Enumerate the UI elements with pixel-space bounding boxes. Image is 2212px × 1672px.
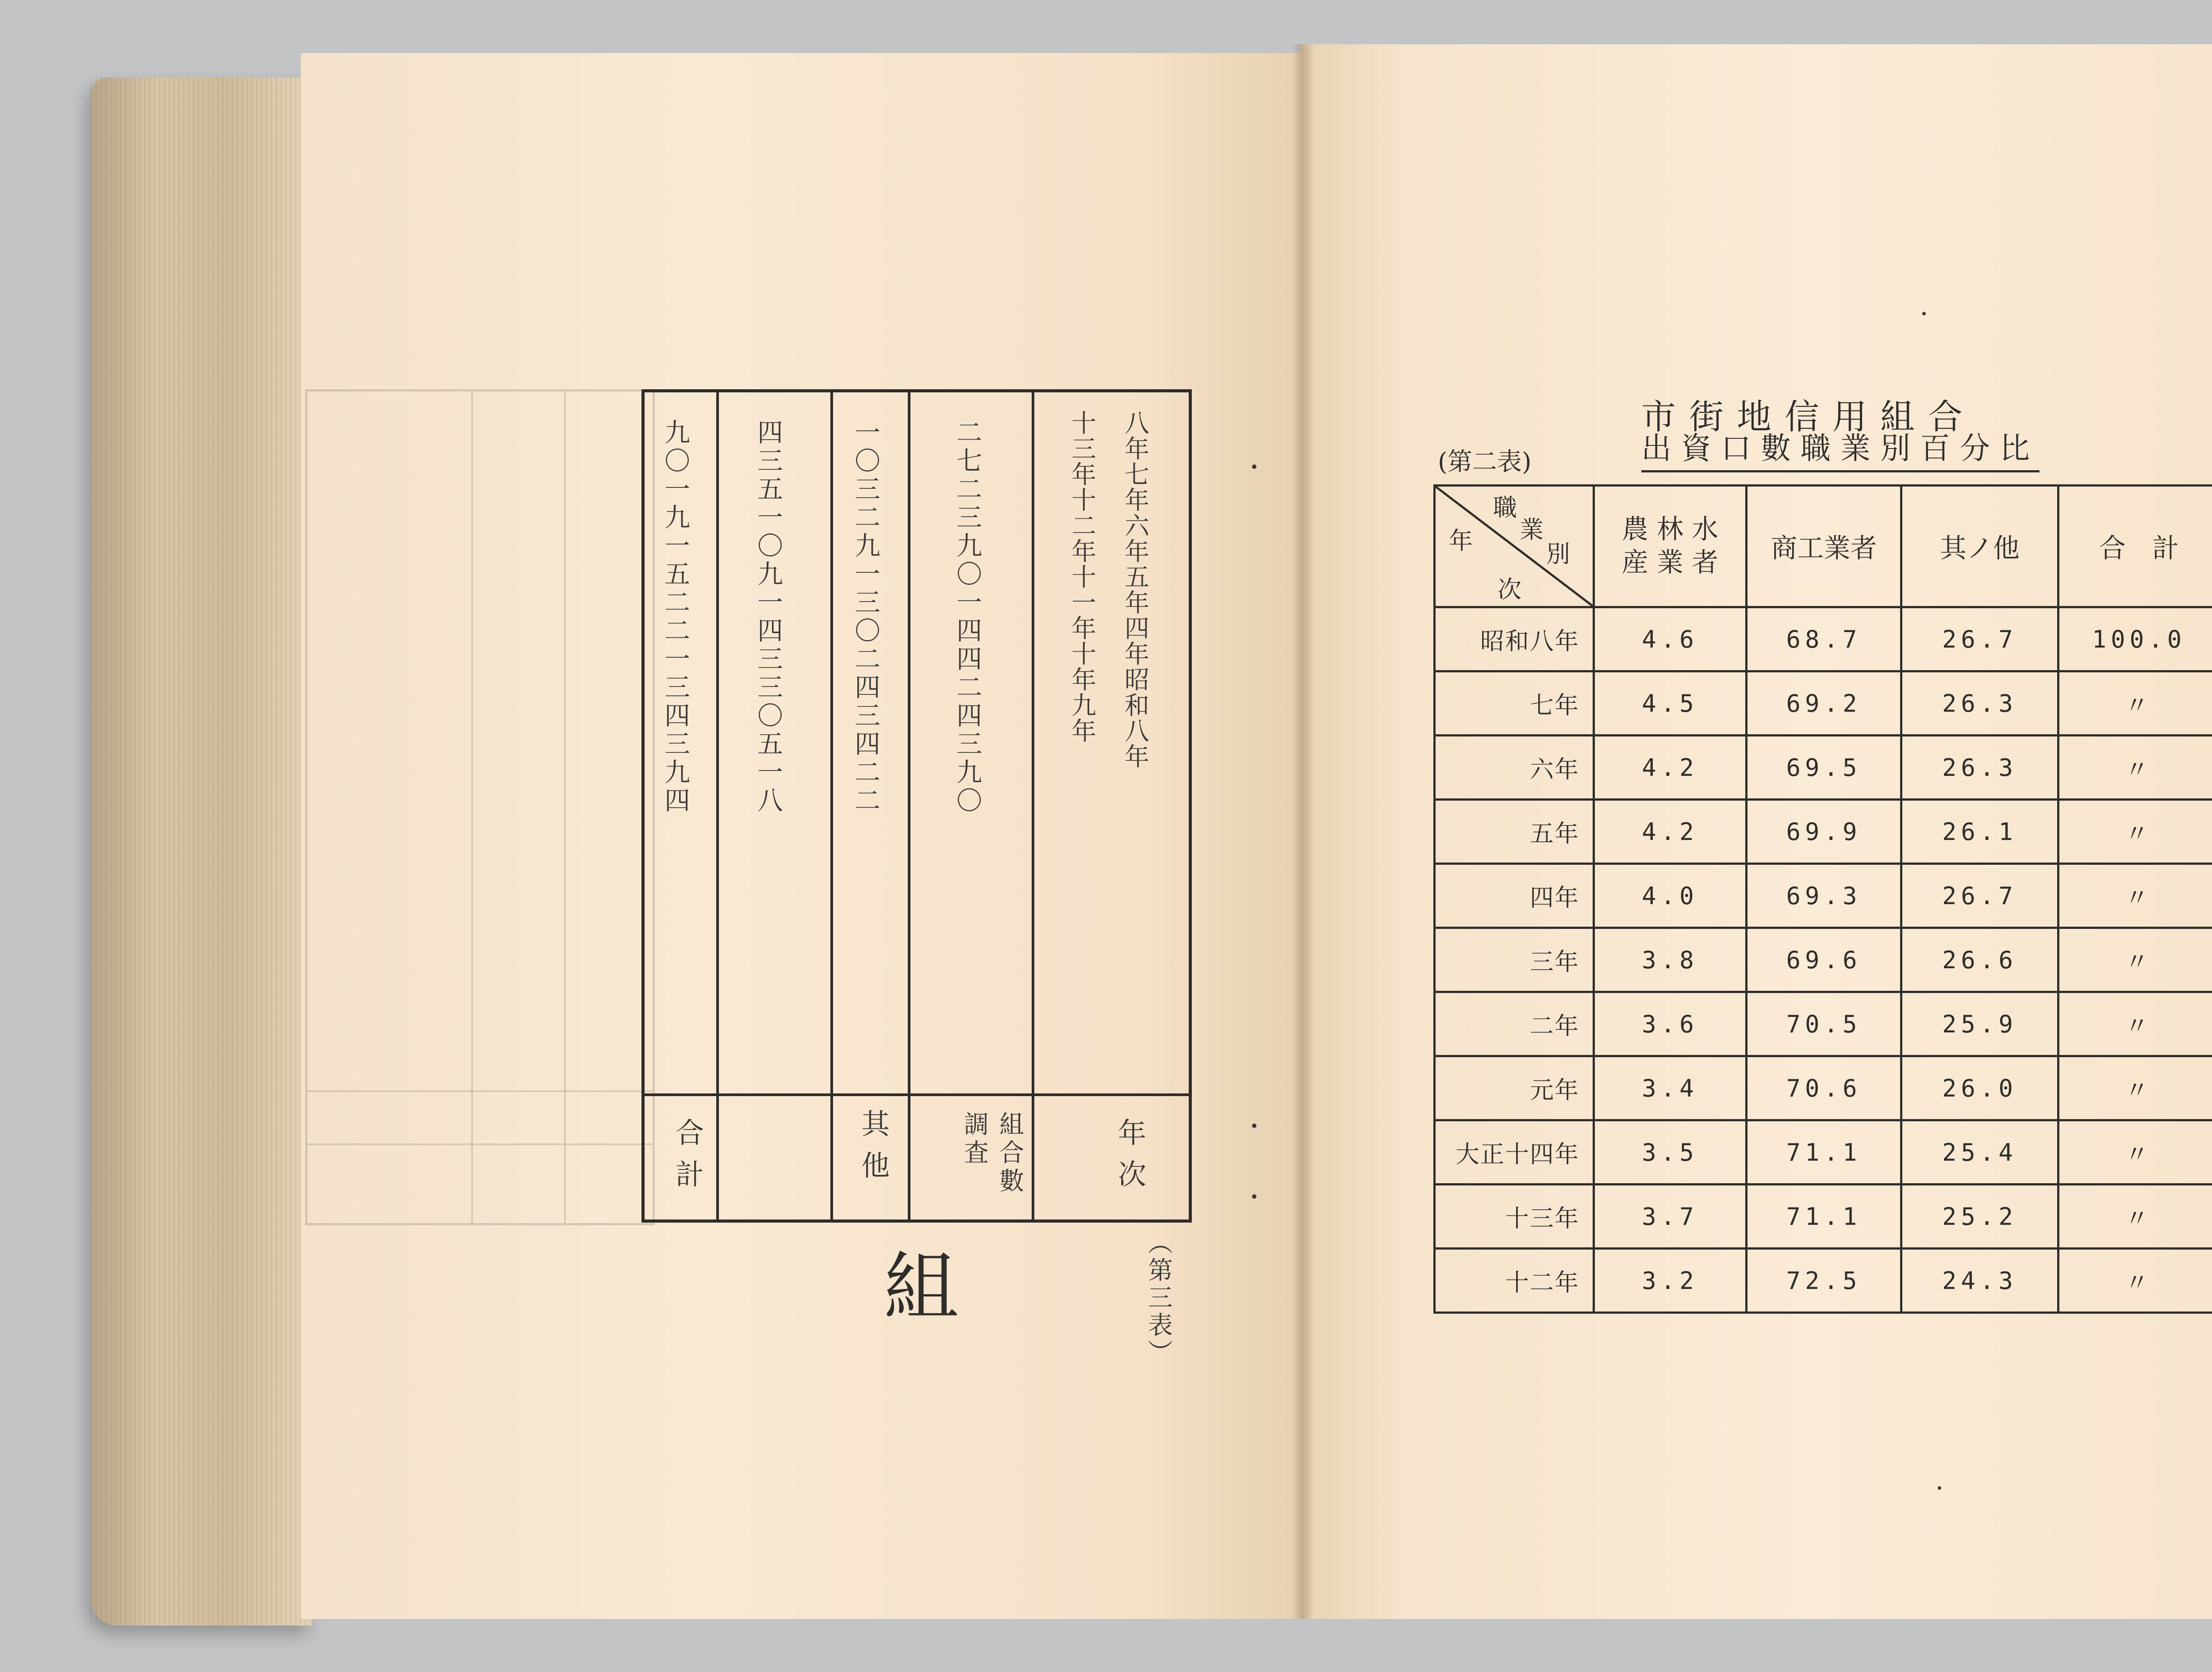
cell-commerce: 70.6 (1747, 1056, 1901, 1120)
table-row (1435, 864, 2212, 928)
cell-year: 十二年 (1435, 1249, 1594, 1313)
cell-year: 六年 (1435, 736, 1594, 800)
cell-total: 100.0 (2058, 607, 2212, 671)
cell-agri: 4.2 (1594, 736, 1747, 800)
cell-other: 26.7 (1901, 607, 2058, 671)
corner-header: 職 業 別 年 次 (1435, 486, 1594, 607)
cell-commerce: 72.5 (1747, 1249, 1901, 1313)
cell-year: 四年 (1435, 864, 1594, 928)
cell-total: 〃 (2058, 800, 2212, 864)
cell-agri: 3.6 (1594, 992, 1747, 1056)
col-agri: 農 林 水 産 業 者 (1594, 486, 1747, 607)
cell-other: 26.7 (1901, 864, 2058, 928)
cell-commerce: 69.3 (1747, 864, 1901, 928)
table-row (1435, 1056, 2212, 1120)
cell-other: 26.3 (1901, 736, 2058, 800)
cell-total: 〃 (2058, 928, 2212, 992)
bleed-through-table (305, 389, 655, 1225)
cell-agri: 4.0 (1594, 864, 1747, 928)
cell-total: 〃 (2058, 1120, 2212, 1185)
cell-agri: 3.5 (1594, 1120, 1747, 1185)
year-column-2: 八年七年六年五年四年昭和八年 (1121, 410, 1149, 769)
col-commerce: 商工業者 (1747, 486, 1901, 607)
cell-total: 〃 (2058, 671, 2212, 736)
cell-agri: 3.2 (1594, 1249, 1747, 1313)
cell-total: 〃 (2058, 864, 2212, 928)
cell-year: 元年 (1435, 1056, 1594, 1120)
left-table-number: （第三表） (1144, 1230, 1173, 1367)
col-other: 其ノ他 (1901, 486, 2058, 607)
header-total: 合計 (671, 1118, 703, 1201)
cell-year: 三年 (1435, 928, 1594, 992)
cell-agri: 4.5 (1594, 671, 1747, 736)
cell-year: 五年 (1435, 800, 1594, 864)
cell-year: 昭和八年 (1435, 607, 1594, 671)
cell-commerce: 71.1 (1747, 1120, 1901, 1185)
table-row (1435, 992, 2212, 1056)
page-title: 市街地信用組合 (1641, 397, 1976, 437)
cell-other: 26.3 (1901, 671, 2058, 736)
cell-other: 26.0 (1901, 1056, 2058, 1120)
value-column-4: 九〇一九一五二二一三四三九四 (660, 419, 690, 815)
page-subtitle: 出資口數職業別百分比 (1641, 425, 2039, 472)
value-column-3: 四三五一〇九一四三三〇五一八 (753, 419, 783, 815)
cell-total: 〃 (2058, 1185, 2212, 1249)
cell-agri: 4.6 (1594, 607, 1747, 671)
cell-total: 〃 (2058, 992, 2212, 1056)
cell-agri: 3.4 (1594, 1056, 1747, 1120)
occupation-table (1433, 484, 2212, 1314)
value-column-2: 一〇三二九一三〇二四三四二二 (850, 419, 880, 815)
cell-year: 七年 (1435, 671, 1594, 736)
year-column: 十三年十二年十一年十年九年 (1068, 410, 1096, 744)
value-column-1: 二七二三九〇一四四二四三九〇 (952, 419, 982, 815)
table-row (1435, 1120, 2212, 1185)
page-edges-left (91, 77, 312, 1626)
cell-total: 〃 (2058, 1056, 2212, 1120)
cell-other: 25.4 (1901, 1120, 2058, 1185)
header-count: 組合數調査 (960, 1111, 1024, 1196)
table-row (1435, 928, 2212, 992)
section-title: 組 (871, 1247, 958, 1323)
cell-commerce: 71.1 (1747, 1185, 1901, 1249)
cell-commerce: 69.6 (1747, 928, 1901, 992)
header-year: 年次 (1113, 1118, 1146, 1201)
cell-other: 24.3 (1901, 1249, 2058, 1313)
cell-commerce: 69.2 (1747, 671, 1901, 736)
cell-commerce: 68.7 (1747, 607, 1901, 671)
vertical-table (641, 389, 1192, 1223)
cell-other: 25.2 (1901, 1185, 2058, 1249)
table-row (1435, 1185, 2212, 1249)
cell-other: 26.6 (1901, 928, 2058, 992)
cell-agri: 4.2 (1594, 800, 1747, 864)
cell-agri: 3.7 (1594, 1185, 1747, 1249)
cell-commerce: 69.9 (1747, 800, 1901, 864)
book-gutter (1292, 44, 1314, 1619)
table-row (1435, 607, 2212, 671)
table-row (1435, 1249, 2212, 1313)
cell-total: 〃 (2058, 736, 2212, 800)
cell-year: 大正十四年 (1435, 1120, 1594, 1185)
table-row (1435, 800, 2212, 864)
table-row (1435, 736, 2212, 800)
cell-commerce: 69.5 (1747, 736, 1901, 800)
cell-commerce: 70.5 (1747, 992, 1901, 1056)
cell-agri: 3.8 (1594, 928, 1747, 992)
cell-total: 〃 (2058, 1249, 2212, 1313)
cell-other: 26.1 (1901, 800, 2058, 864)
header-other: 其他 (856, 1109, 889, 1192)
cell-year: 二年 (1435, 992, 1594, 1056)
cell-year: 十三年 (1435, 1185, 1594, 1249)
cell-other: 25.9 (1901, 992, 2058, 1056)
right-table-number: (第二表) (1438, 448, 1532, 476)
col-total: 合 計 (2058, 486, 2212, 607)
table-row (1435, 671, 2212, 736)
